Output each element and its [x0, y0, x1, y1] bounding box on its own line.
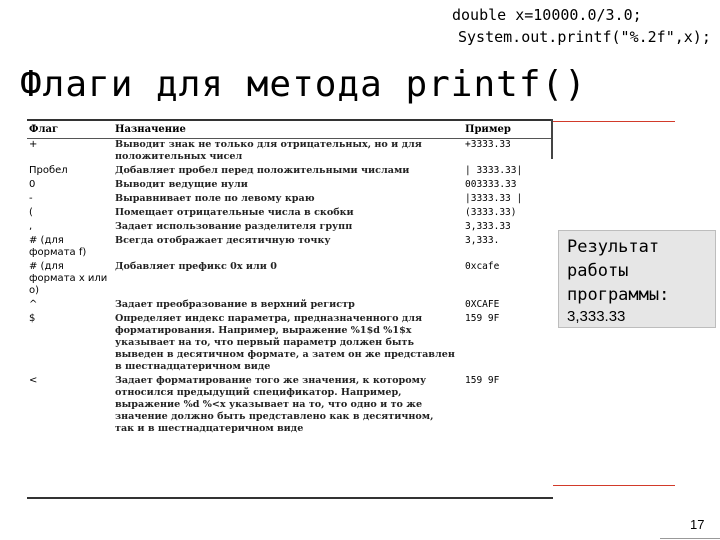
example-cell: 3,333. [465, 235, 500, 246]
example-cell: +3333.33 [465, 139, 511, 150]
code-snippet [452, 4, 717, 48]
example-cell: 0XCAFE [465, 299, 500, 310]
table-row [27, 192, 553, 206]
example-cell: 3,333.33 [465, 221, 511, 232]
flag-cell: # (для формата f) [29, 235, 87, 258]
flag-cell: # (для формата x или o) [29, 261, 108, 296]
footer-rule [660, 538, 720, 539]
description-cell: Определяет индекс параметра, предназначенного для форматирования. Например, выражение %1$d %1$x указывает на то, что первый параметр должен быть выведен в десятичном формате, а затем он же представлен в шестнадцатеричном виде [115, 313, 455, 372]
header-example: Пример [465, 124, 511, 135]
page-number: 17 [690, 517, 705, 532]
description-cell: Задает использование разделителя групп [115, 221, 353, 232]
example-cell: 159 9F [465, 375, 500, 386]
header-flag: Флаг [29, 124, 59, 135]
table-top-rule [27, 119, 553, 121]
table-row [27, 260, 553, 298]
flag-cell: + [29, 139, 38, 150]
table-row [27, 206, 553, 220]
result-label: Результат работы программы: [567, 237, 670, 305]
example-cell: 0xcafe [465, 261, 500, 272]
description-cell: Задает форматирование того же значения, к которому относился предыдущий спецификатор. Например, выражение %d %<x указывает на то, что одно и то же значение должно быть представлено как в десятичном, так и в шестнадцатеричном виде [115, 375, 434, 434]
example-cell: |3333.33 | [465, 193, 523, 204]
flag-cell: , [29, 221, 33, 232]
table-row [27, 220, 553, 234]
flag-cell: ^ [29, 299, 38, 310]
description-cell: Добавляет префикс 0x или 0 [115, 261, 277, 272]
description-cell: Выравнивает поле по левому краю [115, 193, 315, 204]
example-cell: | 3333.33| [465, 165, 523, 176]
table-bottom-rule [27, 497, 553, 499]
flag-cell: $ [29, 313, 36, 324]
description-cell: Задает преобразование в верхний регистр [115, 299, 355, 310]
table-row [27, 298, 553, 312]
flag-cell: Пробел [29, 165, 68, 176]
table-row [27, 312, 553, 374]
result-value: 3,333.33 [567, 308, 626, 325]
code-line-1: double x=10000.0/3.0; [452, 6, 642, 24]
table-row [27, 234, 553, 260]
description-cell: Помещает отрицательные числа в скобки [115, 207, 354, 218]
flag-cell: ( [29, 207, 33, 218]
description-cell: Выводит знак не только для отрицательных, но и для положительных чисел [115, 139, 422, 162]
table-row [27, 164, 553, 178]
table-row [27, 138, 553, 164]
table-row [27, 178, 553, 192]
page-title: Флаги для метода printf() [20, 64, 587, 105]
description-cell: Всегда отображает десятичную точку [115, 235, 331, 246]
example-cell: 003333.33 [465, 179, 517, 190]
flags-table [27, 122, 553, 436]
table-header-row [27, 122, 553, 138]
accent-line-top [553, 121, 675, 122]
description-cell: Добавляет пробел перед положительными числами [115, 165, 410, 176]
description-cell: Выводит ведущие нули [115, 179, 248, 190]
example-cell: (3333.33) [465, 207, 517, 218]
header-purpose: Назначение [115, 124, 186, 135]
code-line-2: System.out.printf("%.2f",x); [458, 28, 711, 46]
flag-cell: 0 [29, 179, 36, 190]
flag-cell: - [29, 193, 33, 204]
flag-cell: < [29, 375, 38, 386]
accent-line-bottom [553, 485, 675, 486]
result-box [558, 230, 716, 328]
table-row [27, 374, 553, 436]
example-cell: 159 9F [465, 313, 500, 324]
flags-table-scan [27, 114, 553, 500]
